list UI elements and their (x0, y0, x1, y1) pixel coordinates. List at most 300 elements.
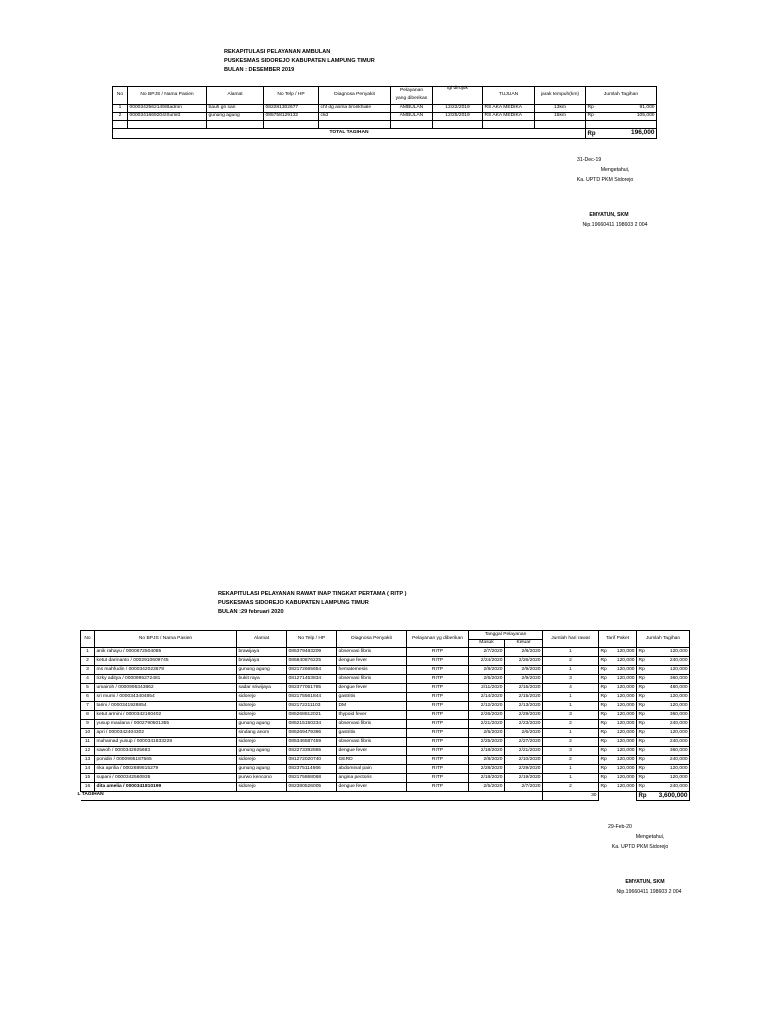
cell-masuk: 2/7/2020 (469, 648, 505, 657)
cell-masuk: 2/11/2020 (469, 684, 505, 693)
cell-pasien: apri / 0000342404302 (95, 729, 237, 738)
cell-telp: 085269479396 (287, 729, 337, 738)
cell-pasien: 0000341669204/Sumitt (128, 113, 207, 121)
cell-alamat: sidorejo (237, 783, 287, 792)
cell-pelayanan: RITP (407, 675, 469, 684)
total-rp: Rp (638, 793, 647, 799)
cell-tarif-rp: Rp (599, 684, 611, 693)
cell-no: 11 (81, 738, 95, 747)
cell-jumlah: 120,000 (649, 702, 690, 711)
table-row (81, 720, 690, 729)
cell-keluar: 2/23/2020 (505, 720, 543, 729)
col-telp: No Telp / HP (264, 87, 319, 105)
cell-rp: Rp (586, 113, 599, 121)
cell-no: 1 (81, 648, 95, 657)
ritp-period: BULAN :29 februari 2020 (218, 609, 284, 615)
cell-masuk: 2/8/2020 (469, 666, 505, 675)
cell-rp: Rp (586, 105, 599, 113)
cell-tarif-rp: Rp (599, 711, 611, 720)
cell-telp: 085215150234 (287, 720, 337, 729)
col-tanggal: Tanggal Pelayanan (469, 631, 543, 640)
table-row (81, 765, 690, 774)
cell-diagnosa: abdominal pain (337, 765, 407, 774)
cell-keluar: 2/15/2020 (505, 693, 543, 702)
cell-jumlah: 480,000 (649, 684, 690, 693)
cell-pasien: sri murni / 0000343404854 (95, 693, 237, 702)
cell-masuk: 2/14/2020 (469, 693, 505, 702)
cell-diagnosa: dengue fever (337, 783, 407, 792)
cell-pasien: ms mahfudin / 0000342023679 (95, 666, 237, 675)
cell-pasien: dita amelia / 0000341810199 (95, 783, 237, 792)
cell-telp: 085379483209 (287, 648, 337, 657)
cell-no: 13 (81, 756, 95, 765)
cell-no: 3 (81, 666, 95, 675)
ambulan-table (112, 86, 657, 139)
ambulan-period: BULAN : DESEMBER 2019 (224, 67, 295, 73)
cell-tarif-rp: Rp (599, 702, 611, 711)
cell-jumlah: 240,000 (649, 657, 690, 666)
cell-tarif: 120,000 (611, 747, 637, 756)
cell-diagnosa: observasi fibris (337, 738, 407, 747)
cell-pelayanan: RITP (407, 666, 469, 675)
cell-telp: 082281302677 (264, 105, 319, 113)
cell-jml-rp: Rp (637, 765, 649, 774)
cell-tarif-rp: Rp (599, 720, 611, 729)
cell-hari: 1 (543, 702, 599, 711)
cell-hari: 1 (543, 774, 599, 783)
cell-no: 8 (81, 711, 95, 720)
table-row (81, 666, 690, 675)
cell-diagnosa: dengue fever (337, 747, 407, 756)
cell-telp: 082172665654 (287, 666, 337, 675)
col-pelayanan-line1: Pelayanan (399, 88, 424, 94)
cell-telp: 082175561844 (287, 693, 337, 702)
cell-alamat: gunung agung (237, 765, 287, 774)
cell-pelayanan: RITP (407, 702, 469, 711)
cell-tarif-rp: Rp (599, 765, 611, 774)
cell-jumlah: 240,000 (649, 783, 690, 792)
cell-diagnosa: ckd (319, 113, 391, 121)
cell-keluar: 2/13/2020 (505, 702, 543, 711)
cell-alamat: gunung agung (207, 113, 264, 121)
cell-no: 15 (81, 774, 95, 783)
cell-tarif-rp: Rp (599, 648, 611, 657)
cell-no: 12 (81, 747, 95, 756)
total-label: TOTAL TAGIHAN (113, 129, 586, 139)
table-row (81, 684, 690, 693)
cell-pelayanan: RITP (407, 765, 469, 774)
signature-date: 29-Feb-20 (608, 824, 632, 830)
cell-tarif: 120,000 (611, 693, 637, 702)
cell-pelayanan: RITP (407, 711, 469, 720)
cell-keluar: 2/10/2020 (505, 756, 543, 765)
cell-telp: 085840876225 (287, 657, 337, 666)
signature-line2: Ka. UPTD PKM Sidorejo (611, 844, 669, 850)
cell-telp: 082377051785 (287, 684, 337, 693)
signature-line1: Mengetahui, (635, 834, 665, 840)
col-telp: No Telp / HP (287, 631, 337, 648)
cell-pelayanan: RITP (407, 657, 469, 666)
cell-keluar: 2/27/2020 (505, 738, 543, 747)
cell-jumlah: 240,000 (649, 756, 690, 765)
cell-hari: 2 (543, 720, 599, 729)
col-pelayanan-line2: yang diberikan (395, 96, 428, 101)
cell-hari: 1 (543, 693, 599, 702)
cell-jml-rp: Rp (637, 702, 649, 711)
cell-alamat: bauh gn sari (207, 105, 264, 113)
cell-no: 2 (113, 113, 128, 121)
cell-jml-rp: Rp (637, 657, 649, 666)
cell-diagnosa: hematemesis (337, 666, 407, 675)
cell-jml-rp: Rp (637, 684, 649, 693)
cell-jml-rp: Rp (637, 729, 649, 738)
ambulan-header (224, 48, 375, 75)
cell-jml-rp: Rp (637, 711, 649, 720)
cell-keluar: 2/19/2020 (505, 774, 543, 783)
cell-telp: 082375114666 (287, 765, 337, 774)
cell-pelayanan: RITP (407, 747, 469, 756)
cell-tarif: 120,000 (611, 657, 637, 666)
signature-name: EMYATUN, SKM (625, 879, 665, 885)
cell-no: 9 (81, 720, 95, 729)
cell-jumlah: 91,000 (599, 105, 657, 113)
cell-no: 7 (81, 702, 95, 711)
cell-jumlah: 120,000 (649, 765, 690, 774)
cell-keluar: 2/9/2020 (505, 666, 543, 675)
cell-diagnosa: thypoid fever (337, 711, 407, 720)
col-tgl-dirujuk: tgl dirujuk (433, 87, 483, 105)
cell-pasien: rika aprilia / 0002689515279 (95, 765, 237, 774)
cell-tarif: 120,000 (611, 765, 637, 774)
cell-telp: 081272020740 (287, 756, 337, 765)
cell-pelayanan: RITP (407, 693, 469, 702)
signature-nip: Nip.19660411 198603 2 004 (616, 889, 682, 895)
cell-no: 14 (81, 765, 95, 774)
cell-pelayanan: RITP (407, 738, 469, 747)
total-label-cell (77, 792, 543, 801)
col-pelayanan (391, 87, 433, 105)
cell-hari: 2 (543, 783, 599, 792)
cell-tarif-rp: Rp (599, 783, 611, 792)
col-diagnosa: Diagnosa Penyakit (319, 87, 391, 105)
cell-jumlah: 360,000 (649, 711, 690, 720)
cell-pasien: rizky aditya / 0000995272481 (95, 675, 237, 684)
cell-jml-rp: Rp (637, 738, 649, 747)
cell-no: 6 (81, 693, 95, 702)
cell-no: 2 (81, 657, 95, 666)
ritp-header (218, 590, 406, 617)
col-hari: Jumlah hari rawat (543, 631, 599, 648)
cell-pelayanan: AMBULAN (391, 105, 433, 113)
cell-diagnosa: dengue fever (337, 684, 407, 693)
cell-jml-rp: Rp (637, 774, 649, 783)
cell-masuk: 2/21/2020 (469, 720, 505, 729)
table-row (81, 756, 690, 765)
cell-pelayanan: RITP (407, 756, 469, 765)
cell-alamat: brawijaya (237, 657, 287, 666)
cell-tujuan: RS AKA MEDIKA (483, 105, 535, 113)
col-alamat: Alamat (237, 631, 287, 648)
cell-masuk: 2/18/2020 (469, 774, 505, 783)
cell-hari: 1 (543, 648, 599, 657)
cell-masuk: 2/18/2020 (469, 747, 505, 756)
cell-tarif: 120,000 (611, 702, 637, 711)
col-pasien: No BPJS / Nama Pasien (128, 87, 207, 105)
cell-telp: 081271453834 (287, 675, 337, 684)
total-row (113, 129, 657, 139)
cell-masuk: 2/6/2020 (469, 675, 505, 684)
cell-keluar: 2/6/2020 (505, 729, 543, 738)
cell-tarif: 120,000 (611, 783, 637, 792)
cell-masuk: 2/5/2020 (469, 729, 505, 738)
cell-keluar: 2/21/2020 (505, 747, 543, 756)
cell-pasien: 0000342562149/Badron (128, 105, 207, 113)
cell-hari: 2 (543, 738, 599, 747)
cell-tarif: 120,000 (611, 720, 637, 729)
cell-tarif-rp: Rp (599, 774, 611, 783)
cell-tarif-rp: Rp (599, 738, 611, 747)
cell-masuk: 2/12/2020 (469, 702, 505, 711)
total-value: 196,000 (599, 129, 657, 139)
cell-jumlah: 120,000 (649, 774, 690, 783)
table-row (81, 657, 690, 666)
cell-tarif: 120,000 (611, 738, 637, 747)
cell-hari: 1 (543, 765, 599, 774)
cell-alamat: sindang anom (237, 729, 287, 738)
cell-hari: 3 (543, 711, 599, 720)
col-jumlah: Jumlah Tagihan (586, 87, 657, 105)
cell-tgl: 12/22/2019 (433, 105, 483, 113)
cell-diagnosa: chf dg asma bronkhiale (319, 105, 391, 113)
col-no: No (81, 631, 95, 648)
cell-alamat: sidorejo (237, 756, 287, 765)
col-no: No (113, 87, 128, 105)
cell-alamat: gunung agung (237, 666, 287, 675)
cell-pelayanan: RITP (407, 684, 469, 693)
cell-no: 16 (81, 783, 95, 792)
cell-hari: 3 (543, 675, 599, 684)
cell-jml-rp: Rp (637, 747, 649, 756)
table-row (81, 693, 690, 702)
signature-nip: Nip.19660411 198603 2 004 (582, 222, 648, 228)
cell-telp: 082175868068 (287, 774, 337, 783)
cell-diagnosa: DM (337, 702, 407, 711)
table-row (81, 702, 690, 711)
cell-keluar: 2/29/2020 (505, 711, 543, 720)
cell-telp: 082172211103 (287, 702, 337, 711)
cell-pelayanan: RITP (407, 729, 469, 738)
ambulan-header-row (113, 87, 657, 105)
ritp-body (81, 648, 690, 792)
cell-hari: 2 (543, 756, 599, 765)
cell-telp: 085758129132 (264, 113, 319, 121)
signature-line2: Ka. UPTD PKM Sidorejo (576, 177, 634, 183)
cell-tarif: 120,000 (611, 684, 637, 693)
table-row (113, 113, 657, 121)
signature-name: EMYATUN, SKM (589, 212, 629, 218)
cell-tarif: 120,000 (611, 729, 637, 738)
cell-diagnosa: angina pectoris (337, 774, 407, 783)
cell-pelayanan: RITP (407, 648, 469, 657)
cell-no: 10 (81, 729, 95, 738)
table-row (81, 747, 690, 756)
cell-tarif: 120,000 (611, 675, 637, 684)
cell-tgl: 12/25/2019 (433, 113, 483, 121)
cell-masuk: 2/28/2020 (469, 765, 505, 774)
ritp-signature (590, 822, 690, 897)
ritp-table (77, 630, 690, 801)
col-alamat: Alamat (207, 87, 264, 105)
cell-diagnosa: GERD (337, 756, 407, 765)
cell-no: 5 (81, 684, 95, 693)
cell-jumlah: 120,000 (649, 666, 690, 675)
cell-tarif-rp: Rp (599, 729, 611, 738)
cell-pasien: ketut armini / 0000342160402 (95, 711, 237, 720)
cell-jumlah: 105,000 (599, 113, 657, 121)
ambulan-subtitle: PUSKESMAS SIDOREJO KABUPATEN LAMPUNG TIMUR (224, 58, 375, 64)
col-jumlah: Jumlah Tagihan (637, 631, 690, 648)
cell-pasien: tarini / 0000341928854 (95, 702, 237, 711)
cell-telp: 085346587459 (287, 738, 337, 747)
cell-pasien: ponidin / 0000995187565 (95, 756, 237, 765)
cell-jml-rp: Rp (637, 783, 649, 792)
col-tarif: Tarif Paket (599, 631, 637, 648)
cell-jml-rp: Rp (637, 693, 649, 702)
total-label: L TAGIHAN (77, 792, 104, 797)
cell-keluar: 2/26/2020 (505, 657, 543, 666)
ritp-header-row (81, 631, 690, 640)
cell-tarif-rp: Rp (599, 675, 611, 684)
table-row (81, 738, 690, 747)
total-rp: Rp (586, 129, 599, 139)
cell-keluar: 2/29/2020 (505, 765, 543, 774)
cell-pelayanan: RITP (407, 783, 469, 792)
cell-keluar: 2/15/2020 (505, 684, 543, 693)
cell-hari: 2 (543, 657, 599, 666)
cell-alamat: gunung agung (237, 747, 287, 756)
cell-tarif-rp: Rp (599, 747, 611, 756)
col-tujuan: TUJUAN (483, 87, 535, 105)
cell-keluar: 2/9/2020 (505, 675, 543, 684)
table-row (81, 675, 690, 684)
cell-alamat: purwo kencono (237, 774, 287, 783)
cell-alamat: sidorejo (237, 738, 287, 747)
cell-hari: 1 (543, 666, 599, 675)
cell-pasien: sawoh / 0000342925683 (95, 747, 237, 756)
cell-alamat: gunung agung (237, 720, 287, 729)
total-row (81, 792, 690, 801)
cell-keluar: 2/7/2020 (505, 783, 543, 792)
table-row (81, 774, 690, 783)
cell-pelayanan: RITP (407, 774, 469, 783)
cell-tarif: 120,000 (611, 756, 637, 765)
cell-hari: 3 (543, 747, 599, 756)
col-pelayanan: Pelayanan yg diberikan (407, 631, 469, 648)
table-row (113, 105, 657, 113)
cell-jml-rp: Rp (637, 648, 649, 657)
cell-jml-rp: Rp (637, 666, 649, 675)
total-value: 3,600,000 (649, 792, 690, 801)
table-row (81, 711, 690, 720)
cell-tarif-rp: Rp (599, 756, 611, 765)
cell-diagnosa: observasi fibris (337, 675, 407, 684)
cell-jumlah: 120,000 (649, 648, 690, 657)
cell-tarif: 120,000 (611, 648, 637, 657)
cell-jumlah: 120,000 (649, 693, 690, 702)
col-masuk: Masuk (469, 640, 505, 648)
col-pasien: No BPJS / Nama Pasien (95, 631, 237, 648)
cell-diagnosa: gastritis (337, 729, 407, 738)
cell-keluar: 2/8/2020 (505, 648, 543, 657)
cell-pasien: anik rahayu / 0000672504085 (95, 648, 237, 657)
cell-pasien: muhamad yusup / 0000341833228 (95, 738, 237, 747)
cell-jml-rp: Rp (637, 756, 649, 765)
cell-alamat: bukit raya (237, 675, 287, 684)
cell-masuk: 2/25/2020 (469, 738, 505, 747)
signature-date: 31-Dec-19 (577, 157, 602, 163)
cell-pelayanan: AMBULAN (391, 113, 433, 121)
cell-pasien: supani / 0000342560935 (95, 774, 237, 783)
ritp-title: REKAPITULASI PELAYANAN RAWAT INAP TINGKAT PERTAMA ( RITP ) (218, 591, 407, 597)
cell-jumlah: 240,000 (649, 738, 690, 747)
cell-alamat: sidorejo (237, 702, 287, 711)
cell-tarif: 120,000 (611, 711, 637, 720)
empty-row (113, 121, 657, 129)
signature-line1: Mengetahui, (600, 167, 630, 173)
cell-tarif-rp: Rp (599, 666, 611, 675)
ambulan-title: REKAPITULASI PELAYANAN AMBULAN (224, 49, 331, 55)
cell-tarif-rp: Rp (599, 657, 611, 666)
cell-masuk: 2/5/2020 (469, 783, 505, 792)
col-keluar: Keluar (505, 640, 543, 648)
cell-masuk: 2/8/2020 (469, 756, 505, 765)
cell-jumlah: 240,000 (649, 720, 690, 729)
cell-alamat: sadar sriwijaya (237, 684, 287, 693)
cell-masuk: 2/26/2020 (469, 711, 505, 720)
cell-telp: 082380526005 (287, 783, 337, 792)
cell-diagnosa: dengue fever (337, 657, 407, 666)
cell-diagnosa: observasi fibris (337, 720, 407, 729)
cell-no: 4 (81, 675, 95, 684)
cell-hari: 4 (543, 684, 599, 693)
cell-tujuan: RS AKA MEDIKA (483, 113, 535, 121)
cell-telp: 082273392865 (287, 747, 337, 756)
col-diagnosa: Diagnosa Penyakit (337, 631, 407, 648)
cell-tarif: 120,000 (611, 666, 637, 675)
cell-jumlah: 120,000 (649, 729, 690, 738)
cell-diagnosa: observasi fibris (337, 648, 407, 657)
cell-telp: 085268812021 (287, 711, 337, 720)
cell-jumlah: 360,000 (649, 747, 690, 756)
cell-jarak: 13km (535, 105, 586, 113)
total-hari: 30 (543, 792, 599, 801)
cell-diagnosa: gastritis (337, 693, 407, 702)
ritp-subtitle: PUSKESMAS SIDOREJO KABUPATEN LAMPUNG TIMUR (218, 600, 369, 606)
cell-pelayanan: RITP (407, 720, 469, 729)
cell-jarak: 15km (535, 113, 586, 121)
cell-jml-rp: Rp (637, 720, 649, 729)
ambulan-signature (555, 155, 655, 230)
cell-pasien: umairoh / 0000995343862 (95, 684, 237, 693)
cell-jumlah: 360,000 (649, 675, 690, 684)
cell-pasien: ketut darmanto / 0002910609745 (95, 657, 237, 666)
cell-tarif-rp: Rp (599, 693, 611, 702)
table-row (81, 729, 690, 738)
cell-no: 1 (113, 105, 128, 113)
cell-hari: 1 (543, 729, 599, 738)
table-row (81, 648, 690, 657)
cell-tarif: 120,000 (611, 774, 637, 783)
